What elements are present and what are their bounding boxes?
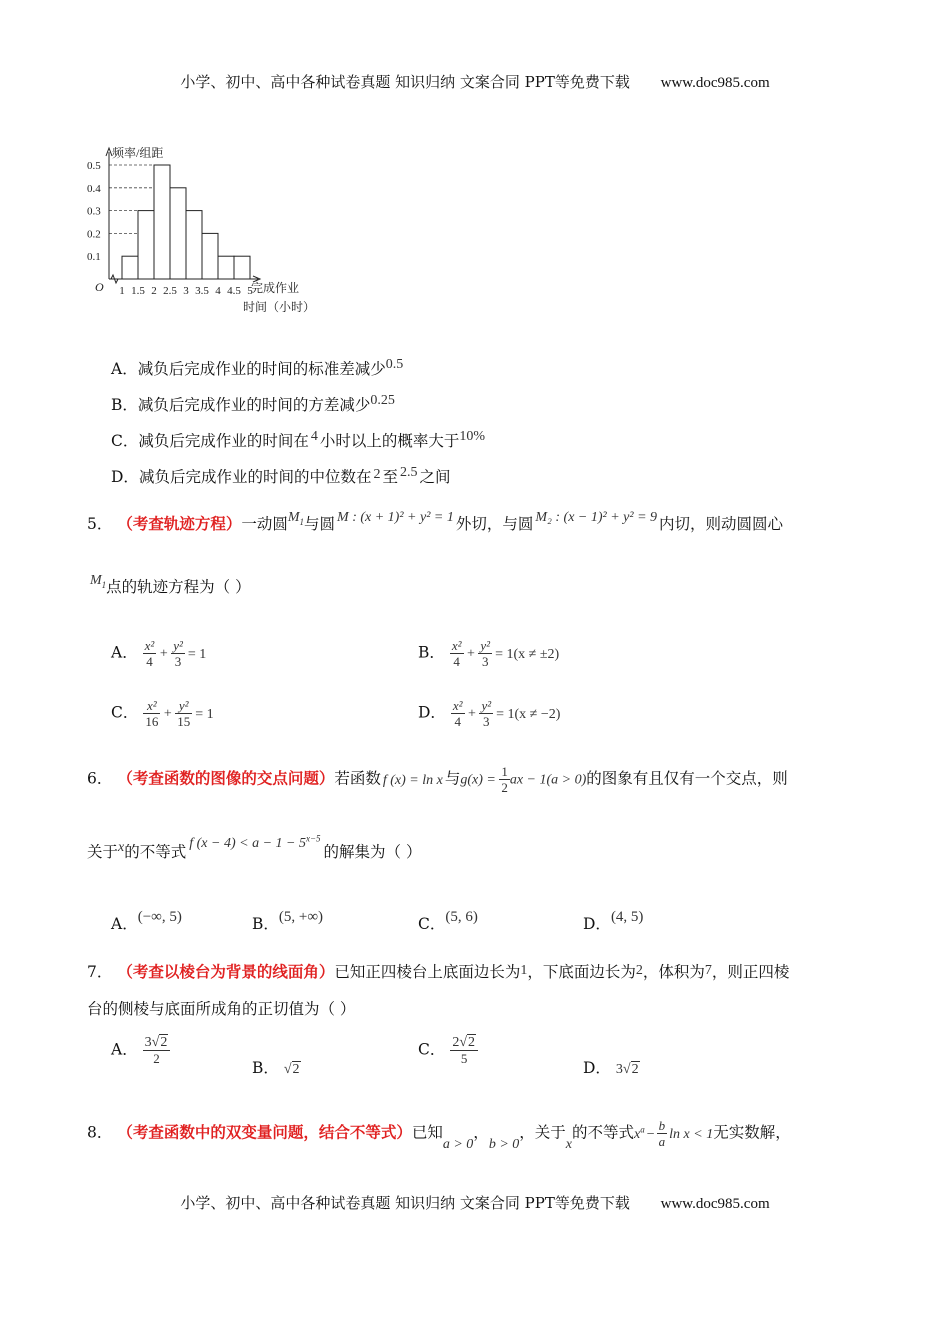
header-url[interactable]: www.doc985.com [660, 75, 770, 91]
option-value: (5, 6) [445, 909, 478, 925]
q6-text-6: 的解集为（ ） [323, 843, 422, 861]
q7-line-1 [87, 960, 789, 982]
option-value: (4, 5) [610, 909, 644, 925]
numerator: 2√2 [450, 1035, 478, 1051]
option-rest: = 1 [195, 706, 214, 722]
q5-text-4: 内切，则动圆圆心 [659, 515, 784, 533]
q6-line-2 [87, 833, 422, 862]
q5-text-1: 一动圆 [241, 515, 288, 533]
y-tick-label: 0.5 [87, 160, 101, 172]
x-tick-label: 2.5 [163, 285, 177, 297]
denominator: 3 [483, 714, 490, 729]
option-text: 减负后完成作业的时间的方差减少 [137, 396, 371, 414]
q6-option-c[interactable] [418, 904, 478, 933]
option-value: 0.5 [385, 357, 404, 372]
page-footer [0, 1192, 950, 1213]
question-tag: （考查函数中的双变量问题，结合不等式） [117, 1122, 412, 1142]
histogram-bar [202, 233, 218, 279]
numerator: y² [178, 698, 189, 713]
numerator: y² [480, 638, 491, 653]
histogram-bar [122, 256, 138, 279]
histogram-bar [234, 256, 250, 279]
q5-m1-letter: M [90, 573, 102, 588]
q4-option-b[interactable] [111, 393, 395, 415]
fraction [143, 1035, 171, 1066]
option-letter: C． [111, 703, 139, 722]
q7-text-2: ，下底面边长为 [527, 963, 636, 981]
histogram-chart [85, 140, 345, 320]
q8-text-4: 无实数解， [713, 1123, 791, 1142]
q6-text-1: 若函数 [334, 769, 381, 788]
question-number: 6． [87, 769, 113, 788]
denominator: 4 [146, 654, 153, 669]
histogram-bar [218, 256, 234, 279]
option-letter: D． [111, 468, 139, 486]
q7-text-4: ，则正四棱 [711, 963, 790, 981]
histogram-bar [138, 211, 154, 279]
q6-option-d[interactable] [583, 904, 644, 933]
option-letter: D． [583, 1059, 611, 1077]
option-letter: C． [418, 915, 446, 933]
q4-option-a[interactable] [111, 357, 403, 379]
q4-option-c[interactable] [111, 429, 485, 451]
q5-option-d[interactable]: D． $\frac{\text{x²}}{4}$ + $\frac{\text{y²}}{3}$ = 1(x ≠ −2) [418, 698, 561, 729]
q8-x: x [565, 1136, 572, 1152]
question-tag: （考查以棱台为背景的线面角） [117, 962, 335, 981]
question-tag: （考查轨迹方程） [117, 514, 242, 533]
q5-line-1 [87, 512, 783, 535]
q6-text-4: 关于 [87, 843, 119, 861]
chart-bars [122, 165, 250, 279]
q5-text-3: 外切，与圆 [455, 515, 534, 533]
fraction [143, 638, 157, 669]
denominator: 3 [481, 654, 489, 669]
q5-option-b[interactable]: B． $\frac{\text{x²}}{4}$ + $\frac{\text{y²}}{3}$ = 1(x ≠ ±2) [418, 638, 560, 669]
option-rest: = 1(x ≠ −2) [496, 706, 561, 722]
x-tick-label: 5 [247, 285, 253, 297]
fraction [143, 698, 160, 729]
denominator: 4 [454, 714, 461, 729]
q8-line-1 [87, 1118, 791, 1152]
q8-ineq-minus: − [646, 1126, 655, 1142]
radicand: 2 [292, 1062, 300, 1077]
denominator: 16 [145, 714, 159, 729]
q7-line-2 [87, 997, 355, 1019]
option-value: 0.25 [370, 393, 395, 408]
origin-label: O [95, 280, 104, 294]
denominator: a [658, 1134, 666, 1149]
x-tick-label: 1 [119, 285, 125, 297]
option-rest: = 1(x ≠ ±2) [495, 646, 560, 662]
q5-text-2: 与圆 [304, 515, 336, 533]
option-letter: A． [111, 360, 138, 378]
denominator: 2 [153, 1051, 160, 1066]
option-letter: D． [583, 915, 611, 933]
q8-text-2: ，关于 [519, 1123, 566, 1142]
header-text: 小学、初中、高中各种试卷真题 知识归纳 文案合同 PPT等免费下载 [180, 73, 630, 91]
q6-ineq-main: f (x − 4) < a − 1 − 5 [189, 836, 306, 851]
sqrt-expression: √2 [283, 1062, 300, 1077]
q8-text-3: 的不等式 [572, 1123, 635, 1142]
y-axis-label: 频率/组距 [112, 146, 164, 160]
q7-value-3: 7 [704, 963, 712, 978]
option-text2: 小时以上的概率大于 [319, 432, 460, 450]
q7-option-c[interactable] [418, 1035, 478, 1066]
q6-option-a[interactable] [111, 904, 182, 933]
fraction [171, 638, 185, 669]
q7-text-1: 已知正四棱台上底面边长为 [334, 963, 521, 981]
question-number: 5． [87, 515, 113, 533]
footer-text: 小学、初中、高中各种试卷真题 知识归纳 文案合同 PPT等免费下载 [180, 1194, 630, 1212]
option-text: 减负后完成作业的时间的中位数在 [138, 468, 372, 486]
y-tick-label: 0.4 [87, 182, 101, 195]
q6-text-5: 的不等式 [124, 843, 187, 861]
sqrt-expression: 3√2 [615, 1062, 639, 1077]
y-tick-label: 0.2 [87, 228, 101, 241]
numerator: 3√2 [143, 1035, 171, 1051]
radicand: 2 [160, 1035, 168, 1050]
q5-text-5: 点的轨迹方程为（ ） [106, 578, 251, 596]
q6-option-b[interactable] [252, 904, 324, 933]
q6-line-1 [87, 764, 788, 795]
q8-ineq-exp: a [640, 1123, 645, 1134]
question-number: 8． [87, 1123, 113, 1142]
x-tick-label: 1.5 [131, 285, 145, 297]
q7-text-5: 台的侧棱与底面所成角的正切值为（ ） [87, 1000, 356, 1018]
option-text3: 之间 [419, 468, 451, 486]
q7-option-a[interactable] [111, 1035, 170, 1066]
denominator: 3 [174, 654, 182, 669]
option-letter: A． [111, 915, 138, 933]
histogram-bar [186, 211, 202, 279]
q5-option-c[interactable]: C． $\frac{\text{x²}}{16}$ + $\frac{\text{y²}}{15}$ = 1 [111, 698, 214, 729]
chart-labels [87, 145, 315, 314]
q7-text-3: ，体积为 [642, 963, 705, 981]
option-letter: B． [111, 396, 138, 414]
q4-option-d[interactable] [111, 465, 450, 487]
coef: 2 [452, 1035, 460, 1050]
numerator: 1 [501, 764, 508, 779]
numerator: x² [146, 698, 157, 713]
x-tick-label: 3.5 [195, 285, 209, 297]
option-text2: 至 [382, 468, 398, 486]
option-letter: D． [418, 703, 446, 722]
q7-option-d[interactable] [583, 1056, 640, 1078]
x-tick-label: 4 [215, 285, 221, 297]
option-letter: C． [418, 1040, 446, 1059]
q8-ineq-base: x [634, 1126, 641, 1142]
denominator: 2 [501, 780, 508, 795]
q8-ineq-x [634, 1123, 645, 1142]
footer-url[interactable]: www.doc985.com [660, 1196, 770, 1212]
denominator: 5 [460, 1051, 468, 1066]
option-letter: A． [111, 1040, 138, 1059]
numerator: x² [452, 698, 463, 713]
fraction [450, 1035, 478, 1066]
option-mid: 4 [310, 429, 318, 444]
q6-text-3: 的图象有且仅有一个交点，则 [586, 769, 788, 788]
q7-value-1: 1 [520, 963, 528, 978]
fraction [499, 764, 510, 795]
option-letter: A． [111, 643, 138, 662]
q5-m1-letter: M [287, 510, 300, 525]
histogram-bar [170, 188, 186, 279]
q6-f: f (x) = ln x [382, 772, 443, 788]
q6-ineq-exp: x−5 [305, 833, 321, 844]
numerator: b [658, 1118, 666, 1133]
q6-g2: ax − 1(a > 0) [509, 772, 587, 788]
option-text: 减负后完成作业的时间的标准差减少 [137, 360, 386, 378]
option-rest: = 1 [187, 646, 207, 662]
option-value: 10% [459, 429, 486, 444]
q6-x: x [118, 840, 125, 855]
histogram-bar [154, 165, 170, 279]
option-value: (5, +∞) [278, 909, 324, 925]
numerator: x² [451, 638, 462, 653]
q5-eq1: M : (x + 1)² + y² = 1 [337, 510, 454, 525]
q7-option-b[interactable] [252, 1056, 301, 1078]
numerator: y² [481, 698, 492, 713]
fraction [657, 1118, 668, 1149]
q6-g: g(x) = [460, 772, 500, 788]
option-mid: 2 [373, 467, 381, 482]
option-value: (−∞, 5) [137, 909, 182, 925]
radicand: 2 [631, 1062, 639, 1077]
q8-cond-a: a > 0 [442, 1136, 474, 1152]
fraction [479, 698, 493, 729]
numerator: x² [144, 638, 155, 653]
q5-eq2: M₂ : (x − 1)² + y² = 9 [535, 510, 658, 525]
coef: 3 [615, 1062, 623, 1077]
question-number: 7． [87, 963, 113, 981]
question-tag: （考查函数的图像的交点问题） [117, 768, 335, 788]
chart-dashed-lines [109, 165, 154, 233]
fraction [175, 698, 192, 729]
x-tick-label: 4.5 [227, 285, 241, 297]
option-text: 减负后完成作业的时间在 [138, 432, 309, 450]
fraction [450, 638, 464, 669]
x-axis-label-line2: 时间（小时） [243, 300, 316, 314]
q5-line-2 [90, 575, 251, 598]
option-letter: B． [418, 643, 445, 662]
radicand: 2 [468, 1035, 475, 1050]
fraction [478, 638, 492, 669]
option-letter: C． [111, 432, 139, 450]
q6-text-2: 与 [444, 769, 461, 788]
coef: 3 [144, 1035, 152, 1050]
denominator: 15 [177, 714, 191, 729]
page-header [0, 71, 950, 92]
q6-ineq [189, 833, 321, 851]
option-letter: B． [252, 915, 279, 933]
q5-option-a[interactable]: A． $\frac{\text{x²}}{4}$ + $\frac{\text{y²}}{3}$ = 1 [111, 638, 207, 669]
x-tick-label: 3 [183, 285, 189, 297]
x-tick-label: 2 [151, 285, 157, 297]
numerator: y² [173, 638, 183, 653]
q5-m1-again: $M_1$ [90, 573, 107, 590]
y-tick-label: 0.3 [87, 205, 101, 218]
x-axis-label: 完成作业 [251, 281, 300, 295]
chart-axes [106, 148, 260, 283]
denominator: 4 [453, 654, 460, 669]
q7-value-2: 2 [635, 963, 643, 978]
q8-text-1: 已知 [411, 1123, 443, 1142]
y-tick-label: 0.1 [87, 251, 101, 264]
option-value: 2.5 [399, 465, 418, 480]
option-letter: B． [252, 1059, 279, 1077]
fraction [451, 698, 465, 729]
q8-cond-b: b > 0 [488, 1136, 520, 1152]
q5-m1: $M_1$ [287, 510, 305, 527]
q8-sep: ， [473, 1123, 489, 1142]
q8-ineq-rest: ln x < 1 [669, 1126, 714, 1142]
